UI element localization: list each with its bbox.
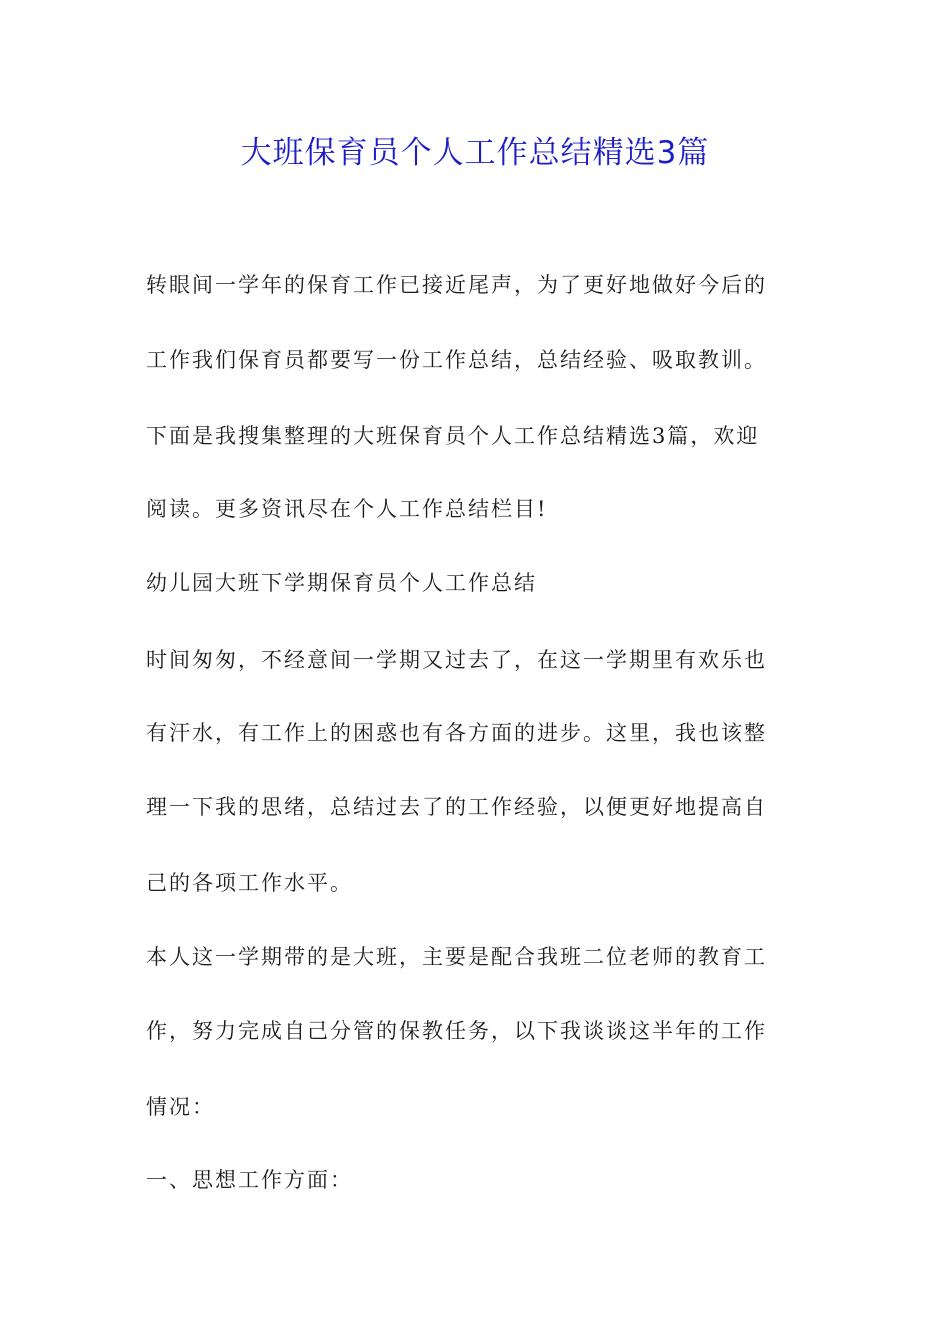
paragraph-line: 本人这一学期带的是大班，主要是配合我班二位老师的教育工 bbox=[146, 945, 767, 969]
paragraph-line: 理一下我的思绪，总结过去了的工作经验，以便更好地提高自 bbox=[146, 795, 767, 819]
paragraph-line: 有汗水，有工作上的困惑也有各方面的进步。这里，我也该整 bbox=[146, 721, 767, 745]
document-title: 大班保育员个人工作总结精选3篇 bbox=[240, 135, 710, 171]
paragraph-line: 转眼间一学年的保育工作已接近尾声，为了更好地做好今后的 bbox=[146, 273, 767, 297]
section-heading: 幼儿园大班下学期保育员个人工作总结 bbox=[146, 571, 537, 595]
paragraph-line: 阅读。更多资讯尽在个人工作总结栏目! bbox=[146, 497, 548, 521]
paragraph-line: 己的各项工作水平。 bbox=[146, 871, 353, 895]
paragraph-line: 下面是我搜集整理的大班保育员个人工作总结精选3篇，欢迎 bbox=[146, 424, 760, 448]
paragraph-line: 情况： bbox=[146, 1095, 215, 1119]
paragraph-line: 时间匆匆，不经意间一学期又过去了，在这一学期里有欢乐也 bbox=[146, 648, 767, 672]
paragraph-line: 作，努力完成自己分管的保教任务，以下我谈谈这半年的工作 bbox=[146, 1019, 767, 1043]
subsection-heading: 一、思想工作方面： bbox=[146, 1168, 353, 1192]
paragraph-line: 工作我们保育员都要写一份工作总结，总结经验、吸取教训。 bbox=[146, 348, 767, 372]
